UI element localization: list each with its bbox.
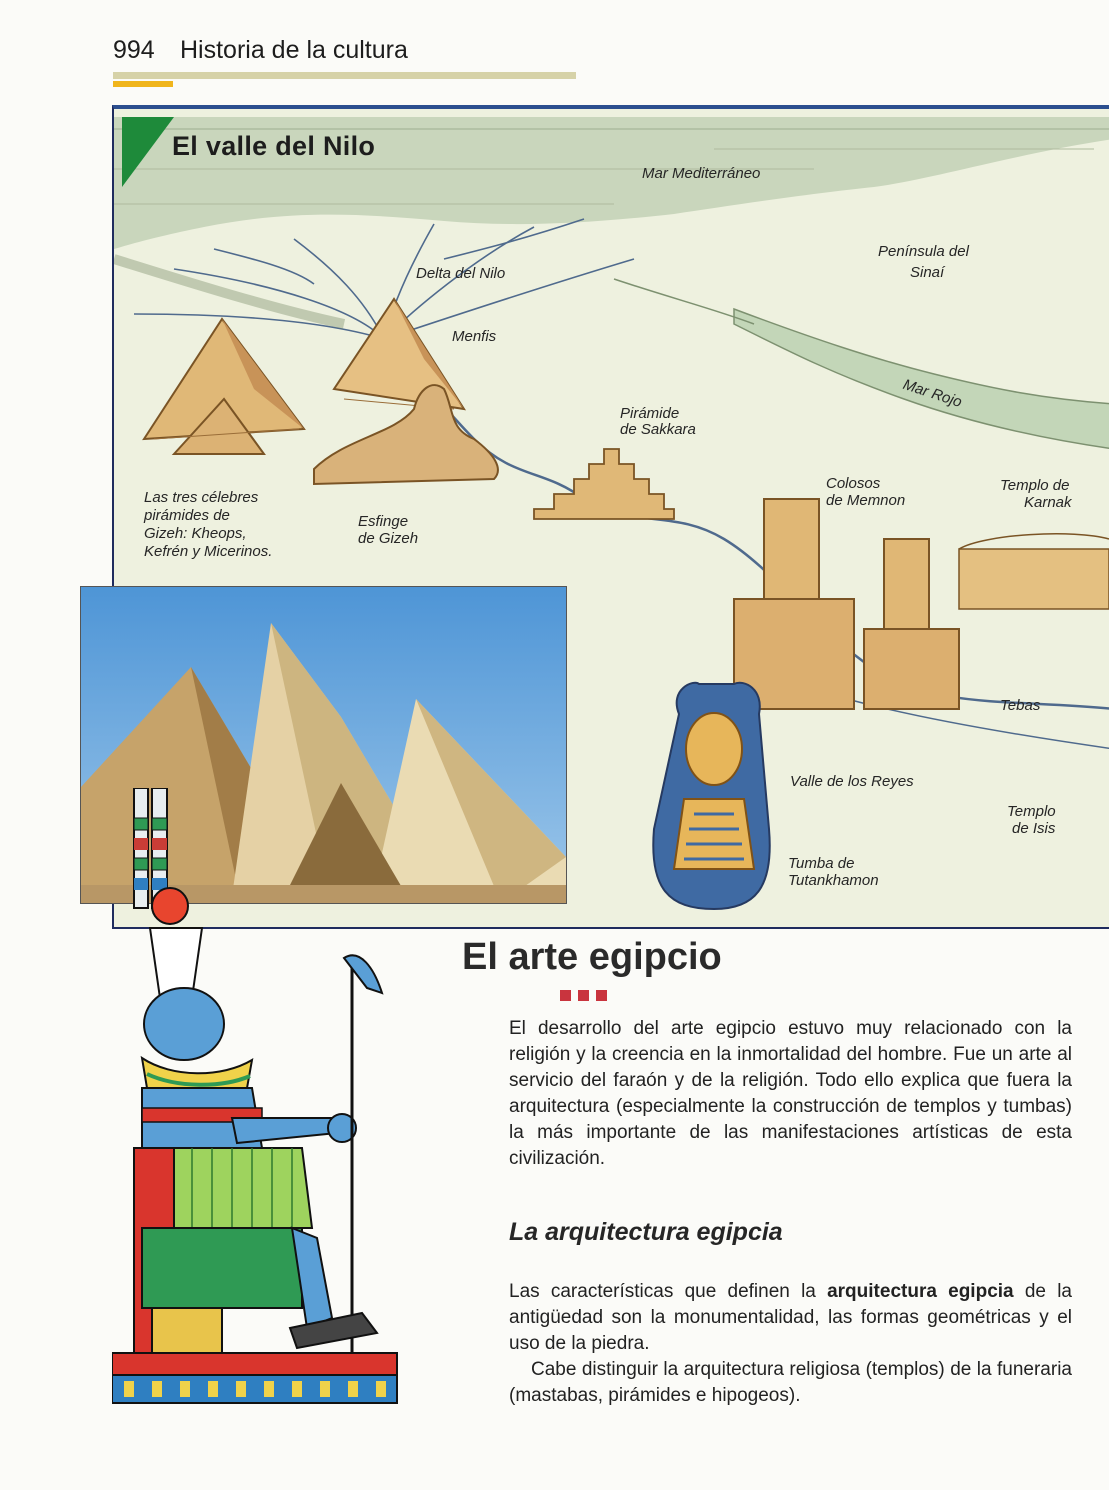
title-bullet — [560, 990, 571, 1001]
label-thebes: Tebas — [1000, 697, 1041, 714]
label-memphis: Menfis — [452, 328, 497, 345]
label-sakkara-1: Pirámide — [620, 405, 680, 422]
label-karnak-1: Templo de — [1000, 477, 1070, 494]
label-giza-4: Kefrén y Micerinos. — [144, 543, 273, 560]
map-title: El valle del Nilo — [172, 131, 376, 161]
label-isis-2: de Isis — [1012, 820, 1056, 837]
title-bullet — [578, 990, 589, 1001]
header-rule — [113, 72, 576, 79]
tutankhamun-mask-illustration — [653, 683, 770, 909]
article-title: El arte egipcio — [462, 936, 722, 978]
label-sakkara-2: de Sakkara — [620, 421, 696, 438]
title-bullet — [596, 990, 607, 1001]
label-tomb-1: Tumba de — [788, 855, 855, 872]
colossi-of-memnon-illustration — [734, 499, 959, 709]
label-giza-2: pirámides de — [144, 507, 230, 524]
label-tomb-2: Tutankhamon — [788, 872, 879, 889]
label-sinai-1: Península del — [878, 243, 969, 260]
header-accent — [113, 81, 173, 87]
intro-paragraph: El desarrollo del arte egipcio estuvo muy relacionado con la religión y la creencia en la inmortalidad del hombre. Fue un arte al servicio del faraón y de la religión. Todo ello explica que fuera la arquitectura (especialmente la construcción de templos y tumbas) la más importante de las manifestaciones artísticas de esta civilización. — [509, 1018, 1072, 1169]
paragraph-text: de la antigüedad son la monumentalidad, las formas geométricas y el uso de la piedra. — [509, 1281, 1072, 1354]
label-sphinx-1: Esfinge — [358, 513, 409, 530]
label-mediterranean: Mar Mediterráneo — [642, 165, 761, 182]
label-memnon-1: Colosos — [826, 475, 881, 492]
label-sinai-2: Sinaí — [910, 264, 945, 281]
pharaoh-figure-illustration — [112, 788, 432, 1408]
label-karnak-2: Karnak — [1024, 494, 1072, 511]
paragraph-architecture-characteristics — [509, 1279, 1072, 1357]
label-memnon-2: de Memnon — [826, 492, 906, 509]
label-valley-of-kings: Valle de los Reyes — [790, 773, 914, 790]
label-isis-1: Templo — [1007, 803, 1056, 820]
step-pyramid-illustration — [534, 449, 674, 519]
section-heading: La arquitectura egipcia — [509, 1218, 783, 1246]
label-giza-1: Las tres célebres — [144, 489, 259, 506]
label-red-sea: Mar Rojo — [900, 376, 964, 411]
bold-term: arquitectura egipcia — [827, 1281, 1014, 1302]
paragraph-architecture-types: Cabe distinguir la arquitectura religiosa (templos) de la funeraria (mastabas, pirámides e hipogeos). — [509, 1359, 1072, 1406]
label-sphinx-2: de Gizeh — [358, 530, 419, 547]
book-title: Historia de la cultura — [180, 36, 408, 64]
karnak-temple-illustration — [959, 534, 1109, 609]
label-giza-3: Gizeh: Kheops, — [144, 525, 247, 542]
label-nile-delta: Delta del Nilo — [416, 265, 506, 282]
paragraph-text: Las características que definen la — [509, 1281, 828, 1302]
page-number: 994 — [113, 36, 155, 64]
